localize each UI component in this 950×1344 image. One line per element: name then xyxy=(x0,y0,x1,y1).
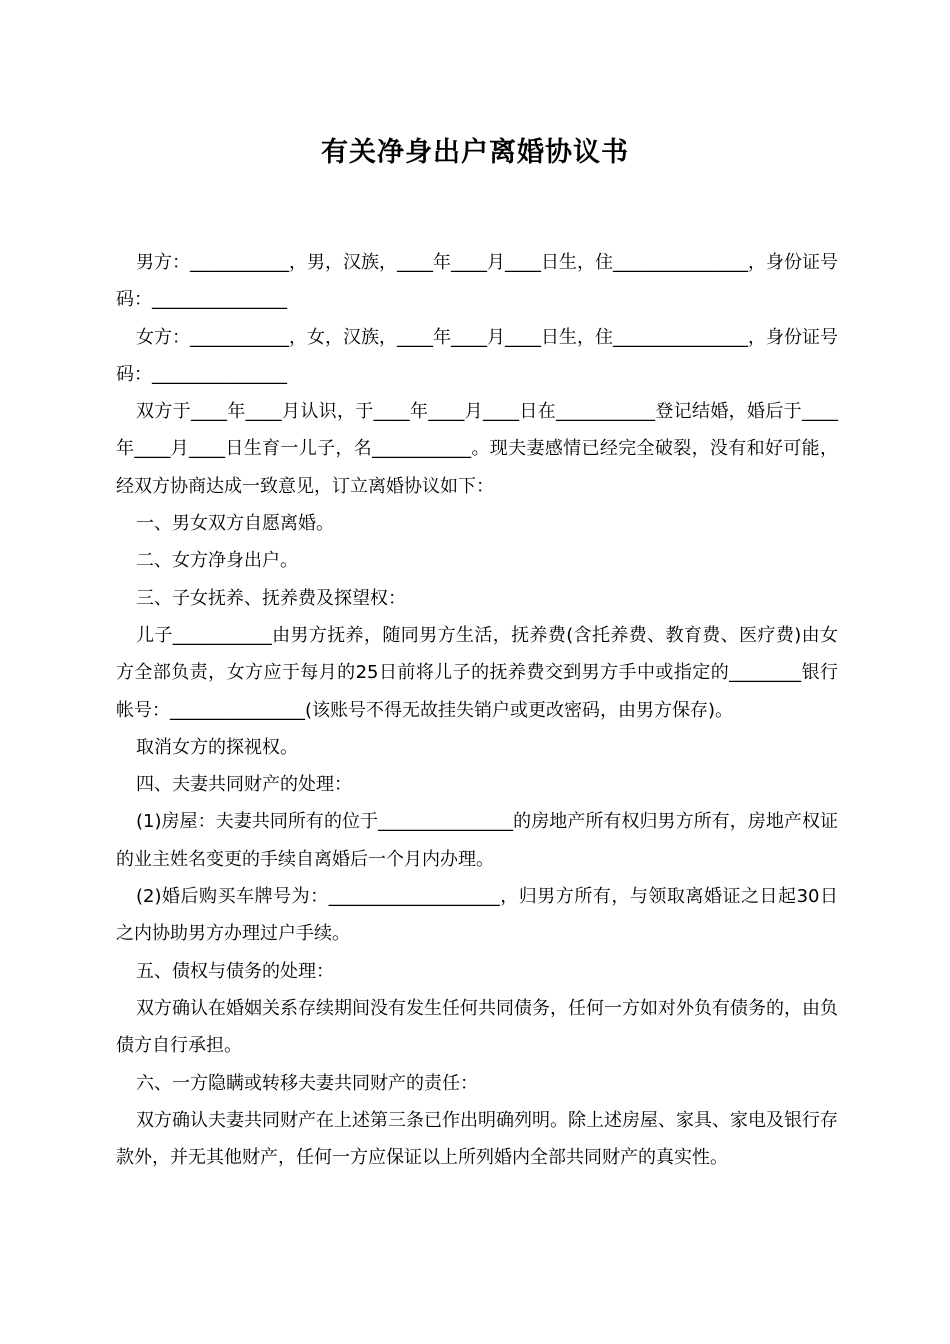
clause-5-heading: 五、债权与债务的处理： xyxy=(136,960,334,982)
property-house-paragraph: (1)房屋：夫妻共同所有的位于_______________的房地产所有权归男方所有，房地产权证的业主姓名变更的手续自离婚后一个月内办理。 xyxy=(116,811,838,870)
clause-6-heading: 六、一方隐瞒或转移夫妻共同财产的责任： xyxy=(136,1072,478,1094)
clause-4-heading: 四、夫妻共同财产的处理： xyxy=(136,774,352,796)
property-vehicle-paragraph: (2)婚后购买车牌号为：___________________，归男方所有，与领取离婚证之日起30日之内协助男方办理过户手续。 xyxy=(116,886,838,945)
clause-1-heading: 一、男女双方自愿离婚。 xyxy=(136,513,334,535)
child-custody-paragraph: 儿子___________由男方抚养，随同男方生活，抚养费(含托养费、教育费、医疗费)由女方全部负责，女方应于每月的25日前将儿子的抚养费交到男方手中或指定的________银行帐号：_______________(该账号不得无故挂失销户或更改密码，由男方保存)。 xyxy=(116,624,838,721)
document-body xyxy=(116,244,838,1176)
clause-2-heading: 二、女方净身出户。 xyxy=(136,550,298,572)
visitation-paragraph: 取消女方的探视权。 xyxy=(136,736,298,758)
party-female-paragraph: 女方：___________，女，汉族，____年____月____日生，住_______________，身份证号码：_______________ xyxy=(116,326,838,385)
asset-disclosure-paragraph: 双方确认夫妻共同财产在上述第三条已作出明确列明。除上述房屋、家具、家电及银行存款外，并无其他财产，任何一方应保证以上所列婚内全部共同财产的真实性。 xyxy=(116,1109,838,1169)
document-title: 有关净身出户离婚协议书 xyxy=(321,137,629,168)
debt-paragraph: 双方确认在婚姻关系存续期间没有发生任何共同债务，任何一方如对外负有债务的，由负债方自行承担。 xyxy=(116,997,838,1057)
party-male-paragraph: 男方：___________，男，汉族，____年____月____日生，住_______________，身份证号码：_______________ xyxy=(116,252,838,311)
marriage-background-paragraph: 双方于____年____月认识，于____年____月____日在___________登记结婚，婚后于____年____月____日生育一儿子，名___________。现夫妻感情已经完全破裂，没有和好可能，经双方协商达成一致意见，订立离婚协议如下： xyxy=(116,401,838,497)
clause-3-heading: 三、子女抚养、抚养费及探望权： xyxy=(136,587,406,609)
